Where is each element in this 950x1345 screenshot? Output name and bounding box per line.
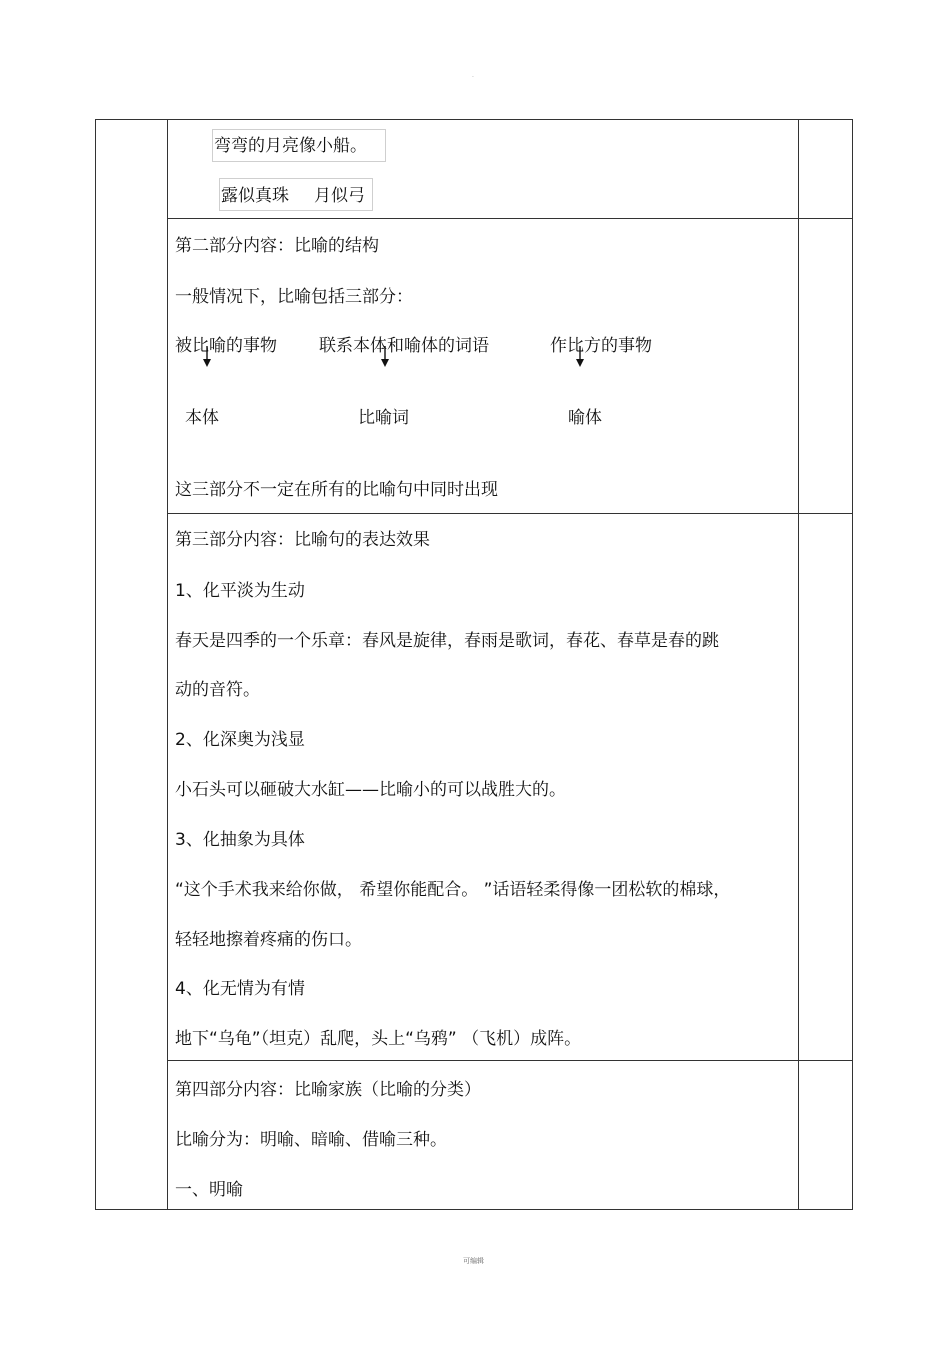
part-a-name: 本体: [185, 408, 219, 428]
header-mark: ·: [472, 74, 474, 81]
effect-1-example-line2: 动的音符。: [175, 680, 260, 700]
example-sentence-1: 弯弯的月亮像小船。: [214, 136, 367, 156]
part-b-name: 比喻词: [358, 408, 409, 428]
section2-note: 这三部分不一定在所有的比喻句中同时出现: [175, 480, 498, 500]
part-b-description: 联系本体和喻体的词语: [319, 336, 489, 356]
effect-1-example-line1: 春天是四季的一个乐章：春风是旋律，春雨是歌词，春花、春草是春的跳: [175, 631, 719, 651]
effect-3-heading: 3、化抽象为具体: [175, 830, 305, 850]
lesson-table: [95, 119, 853, 1210]
section2-title: 第二部分内容：比喻的结构: [175, 236, 379, 256]
effect-2-heading: 2、化深奥为浅显: [175, 730, 305, 750]
section3-title: 第三部分内容：比喻句的表达效果: [175, 530, 430, 550]
column-divider-left: [167, 120, 168, 1209]
effect-4-heading: 4、化无情为有情: [175, 979, 305, 999]
down-arrow-icon: [381, 346, 389, 368]
row-divider-1: [167, 218, 852, 219]
section4-title: 第四部分内容：比喻家族（比喻的分类）: [175, 1080, 481, 1100]
down-arrow-icon: [203, 346, 211, 368]
effect-2-example: 小石头可以砸破大水缸——比喻小的可以战胜大的。: [175, 780, 566, 800]
section4-item-1: 一、明喻: [175, 1180, 243, 1200]
effect-3-example-line1: “这个手术我来给你做， 希望你能配合。 ”话语轻柔得像一团松软的棉球，: [175, 880, 731, 900]
section2-intro: 一般情况下，比喻包括三部分：: [175, 287, 413, 307]
section4-intro: 比喻分为：明喻、暗喻、借喻三种。: [175, 1130, 447, 1150]
example-sentence-2a: 露似真珠: [221, 186, 289, 206]
footer-label: 可编辑: [463, 1257, 484, 1265]
effect-4-example: 地下“乌龟”（坦克）乱爬，头上“乌鸦” （飞机）成阵。: [175, 1029, 582, 1049]
part-c-description: 作比方的事物: [550, 336, 652, 356]
row-divider-3: [167, 1060, 852, 1061]
effect-1-heading: 1、化平淡为生动: [175, 581, 305, 601]
down-arrow-icon: [576, 346, 584, 368]
row-divider-2: [167, 513, 852, 514]
part-c-name: 喻体: [568, 408, 602, 428]
column-divider-right: [798, 120, 799, 1209]
example-sentence-2b: 月似弓: [314, 186, 365, 206]
part-a-description: 被比喻的事物: [175, 336, 277, 356]
effect-3-example-line2: 轻轻地擦着疼痛的伤口。: [175, 930, 362, 950]
